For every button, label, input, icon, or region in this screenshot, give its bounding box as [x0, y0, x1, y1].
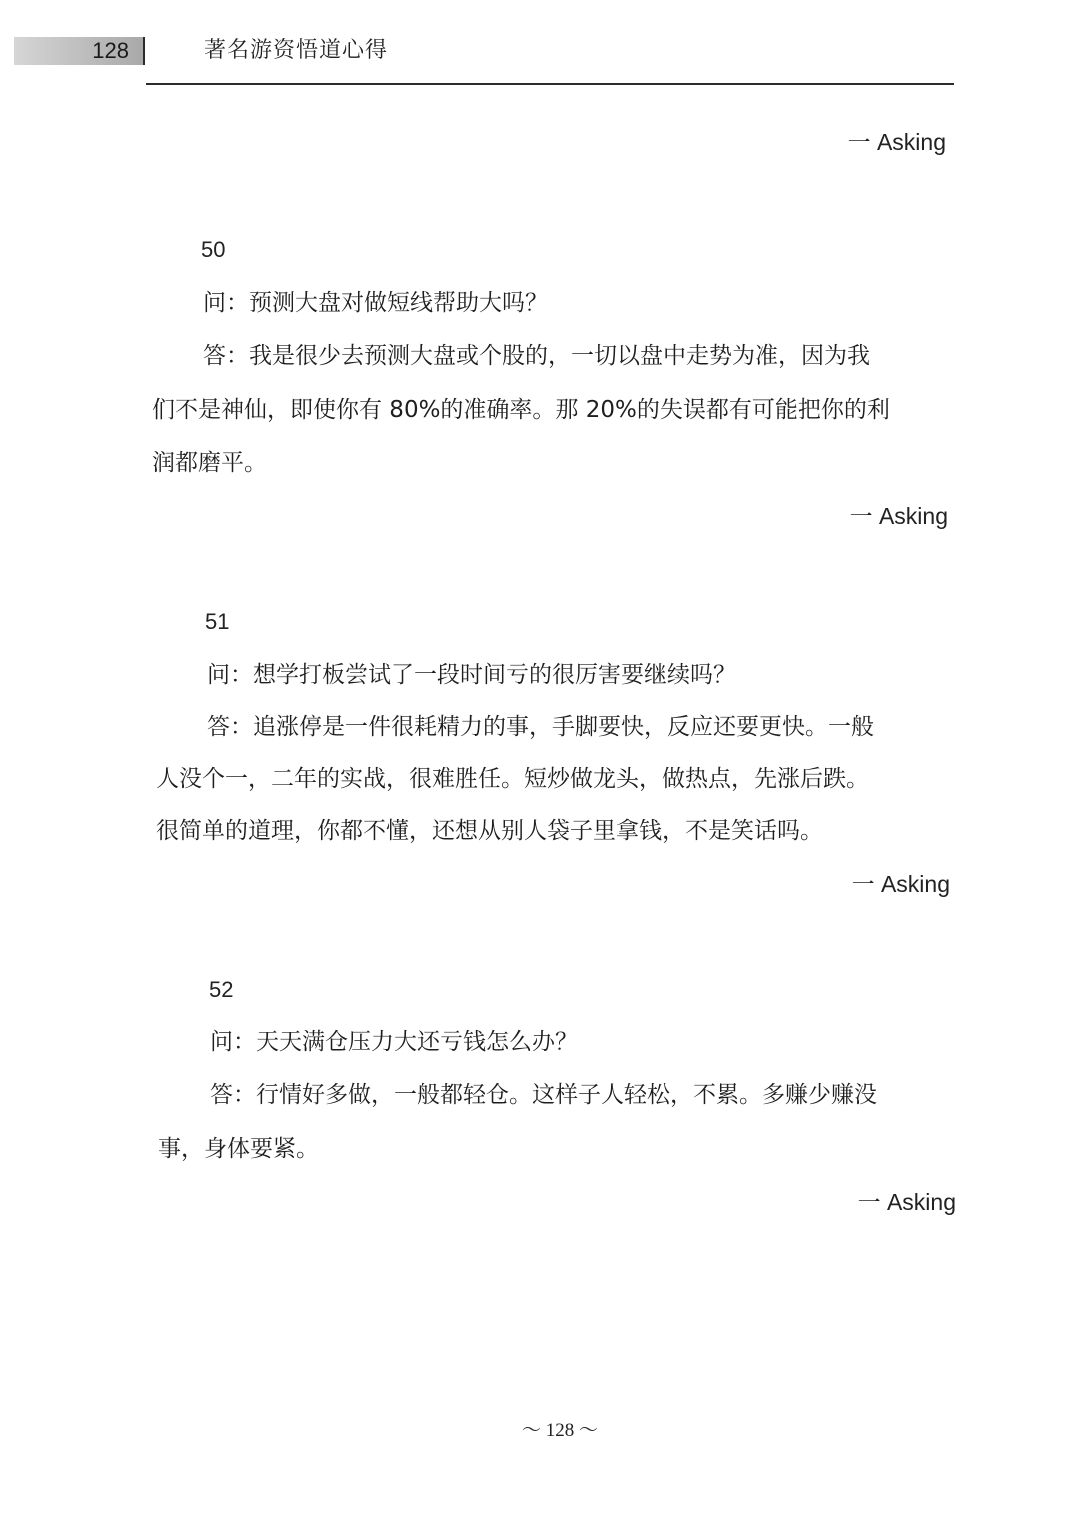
signature-51: 一 Asking: [851, 871, 950, 897]
footer-page-number: ～ 128 ～: [521, 1420, 598, 1441]
entry-number-52: 52: [209, 977, 234, 1002]
signature-50: 一 Asking: [849, 503, 948, 529]
header-page-number: 128: [92, 38, 129, 63]
entry-number-51: 51: [205, 609, 230, 634]
answer-52-line-1: 答：行情好多做，一般都轻仓。这样子人轻松，不累。多赚少赚没: [210, 1082, 877, 1108]
answer-51-line-1: 答：追涨停是一件很耗精力的事，手脚要快，反应还要更快。一般: [207, 714, 874, 740]
question-52: 问：天天满仓压力大还亏钱怎么办？: [210, 1029, 578, 1055]
question-50: 问：预测大盘对做短线帮助大吗？: [203, 290, 548, 316]
page-number-tab: [14, 37, 145, 65]
running-title: 著名游资悟道心得: [204, 38, 389, 63]
entry-number-50: 50: [201, 237, 226, 262]
answer-50-line-3: 润都磨平。: [152, 450, 267, 476]
signature-52: 一 Asking: [857, 1189, 956, 1215]
answer-51-line-3: 很简单的道理，你都不懂，还想从别人袋子里拿钱，不是笑话吗。: [156, 818, 823, 844]
header-rule: [146, 83, 954, 85]
question-51: 问：想学打板尝试了一段时间亏的很厉害要继续吗？: [207, 662, 736, 688]
answer-51-line-2: 人没个一，二年的实战，很难胜任。短炒做龙头，做热点，先涨后跌。: [156, 766, 869, 792]
answer-52-line-2: 事，身体要紧。: [158, 1136, 319, 1162]
answer-50-line-1: 答：我是很少去预测大盘或个股的，一切以盘中走势为准，因为我: [203, 343, 870, 369]
answer-50-line-2: 们不是神仙，即使你有 80%的准确率。那 20%的失误都有可能把你的利: [152, 397, 890, 423]
signature-top: 一 Asking: [847, 129, 946, 155]
